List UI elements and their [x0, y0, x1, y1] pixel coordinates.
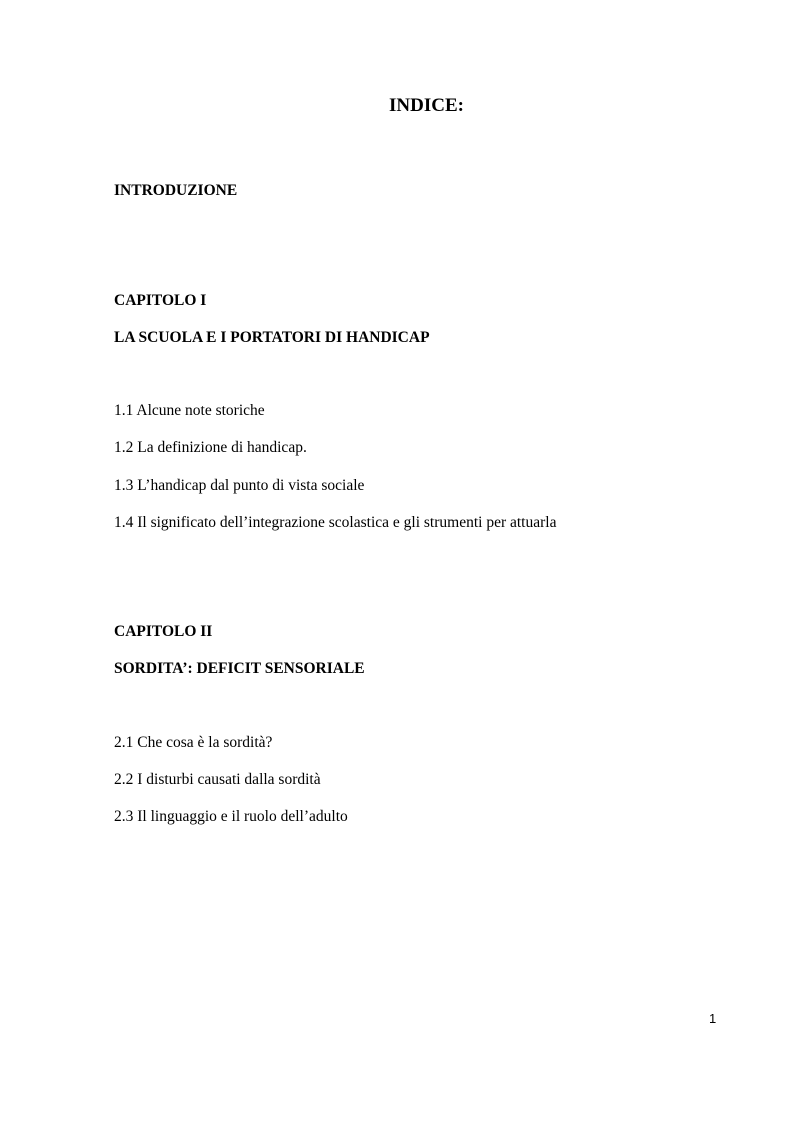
section-1-2: 1.2 La definizione di handicap. [114, 439, 307, 456]
section-2-3: 2.3 Il linguaggio e il ruolo dell’adulto [114, 808, 348, 825]
chapter-2-title: SORDITA’: DEFICIT SENSORIALE [114, 660, 365, 677]
page-number: 1 [709, 1011, 717, 1026]
index-title: INDICE: [389, 95, 464, 116]
chapter-1-title: LA SCUOLA E I PORTATORI DI HANDICAP [114, 329, 430, 346]
introduction-heading: INTRODUZIONE [114, 182, 238, 199]
chapter-1-label: CAPITOLO I [114, 292, 207, 309]
chapter-2-label: CAPITOLO II [114, 623, 213, 640]
section-1-1: 1.1 Alcune note storiche [114, 402, 265, 419]
section-1-4: 1.4 Il significato dell’integrazione scolastica e gli strumenti per attuarla [114, 514, 557, 531]
section-2-1: 2.1 Che cosa è la sordità? [114, 734, 273, 751]
section-2-2: 2.2 I disturbi causati dalla sordità [114, 771, 321, 788]
section-1-3: 1.3 L’handicap dal punto di vista sociale [114, 477, 365, 494]
